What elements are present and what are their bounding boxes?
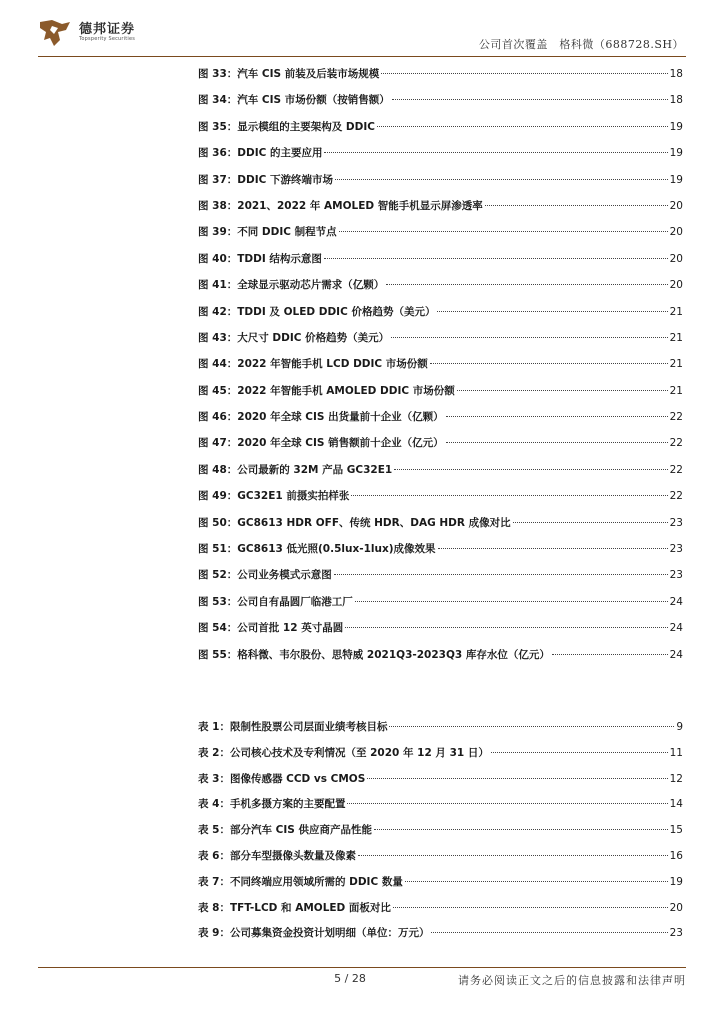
toc-entry[interactable] bbox=[198, 771, 683, 797]
toc-entry-label: 表 2：公司核心技术及专利情况（至 2020 年 12 月 31 日） bbox=[198, 746, 489, 759]
toc-leader-dots bbox=[335, 179, 668, 180]
toc-entry-label: 图 44：2022 年智能手机 LCD DDIC 市场份额 bbox=[198, 358, 428, 371]
toc-entry[interactable] bbox=[198, 541, 683, 567]
toc-leader-dots bbox=[355, 601, 668, 602]
toc-entry[interactable] bbox=[198, 304, 683, 330]
toc-entry-label: 图 55：格科微、韦尔股份、思特威 2021Q3-2023Q3 库存水位（亿元） bbox=[198, 648, 550, 661]
toc-entry-page: 19 bbox=[669, 147, 683, 160]
toc-entry[interactable] bbox=[198, 822, 683, 848]
toc-leader-dots bbox=[457, 390, 668, 391]
toc-entry-page: 22 bbox=[669, 411, 683, 424]
toc-entry[interactable] bbox=[198, 119, 683, 145]
toc-entry-label: 表 6：部分车型摄像头数量及像素 bbox=[198, 849, 356, 862]
footer-divider bbox=[38, 967, 686, 968]
toc-entry-label: 图 33：汽车 CIS 前装及后装市场规模 bbox=[198, 68, 380, 80]
toc-leader-dots bbox=[438, 548, 668, 549]
toc-entry-page: 19 bbox=[669, 120, 683, 133]
toc-leader-dots bbox=[393, 907, 668, 908]
toc-leader-dots bbox=[347, 803, 667, 804]
toc-entry-label: 图 51：GC8613 低光照(0.5lux-1lux)成像效果 bbox=[198, 543, 436, 556]
toc-entry-page: 24 bbox=[669, 622, 683, 635]
toc-entry-page: 24 bbox=[669, 648, 683, 661]
toc-leader-dots bbox=[430, 363, 668, 364]
toc-leader-dots bbox=[377, 126, 668, 127]
toc-entry-page: 11 bbox=[669, 746, 683, 759]
toc-entry-label: 表 7：不同终端应用领域所需的 DDIC 数量 bbox=[198, 875, 403, 888]
toc-leader-dots bbox=[339, 231, 668, 232]
toc-entry-page: 12 bbox=[669, 772, 683, 785]
toc-entry[interactable] bbox=[198, 900, 683, 926]
toc-leader-dots bbox=[446, 416, 668, 417]
toc-entry-page: 19 bbox=[669, 875, 683, 888]
toc-entry[interactable] bbox=[198, 198, 683, 224]
toc-leader-dots bbox=[386, 284, 667, 285]
toc-entry-page: 20 bbox=[669, 199, 683, 212]
toc-entry[interactable] bbox=[198, 620, 683, 646]
toc-entry[interactable] bbox=[198, 488, 683, 514]
toc-leader-dots bbox=[351, 495, 667, 496]
toc-entry-label: 图 43：大尺寸 DDIC 价格趋势（美元） bbox=[198, 331, 390, 344]
toc-leader-dots bbox=[334, 574, 668, 575]
toc-entry[interactable] bbox=[198, 515, 683, 541]
toc-entry-page: 18 bbox=[669, 94, 683, 107]
toc-entry[interactable] bbox=[198, 848, 683, 874]
toc-entry-label: 表 1：限制性股票公司层面业绩考核目标 bbox=[198, 721, 388, 733]
toc-leader-dots bbox=[552, 654, 668, 655]
toc-leader-dots bbox=[431, 932, 667, 933]
report-title: 公司首次覆盖 格科微（688728.SH） bbox=[478, 38, 684, 51]
toc-entry[interactable] bbox=[198, 172, 683, 198]
disclaimer-note: 请务必阅读正文之后的信息披露和法律声明 bbox=[458, 974, 686, 987]
toc-entry[interactable] bbox=[198, 874, 683, 900]
toc-entry-page: 23 bbox=[669, 569, 683, 582]
toc-entry[interactable] bbox=[198, 383, 683, 409]
toc-entry[interactable] bbox=[198, 647, 683, 673]
toc-entry-label: 图 45：2022 年智能手机 AMOLED DDIC 市场份额 bbox=[198, 384, 455, 397]
toc-entry-label: 图 35：显示模组的主要架构及 DDIC bbox=[198, 120, 375, 133]
toc-entry-page: 22 bbox=[669, 437, 683, 450]
toc-leader-dots bbox=[324, 152, 667, 153]
figure-list bbox=[198, 66, 683, 673]
toc-entry[interactable] bbox=[198, 224, 683, 250]
toc-entry-page: 16 bbox=[669, 849, 683, 862]
toc-entry-label: 表 9：公司募集资金投资计划明细（单位：万元） bbox=[198, 927, 430, 940]
toc-entry-label: 图 40：TDDI 结构示意图 bbox=[198, 252, 322, 265]
toc-entry-page: 20 bbox=[669, 226, 683, 239]
toc-leader-dots bbox=[446, 442, 668, 443]
toc-entry[interactable] bbox=[198, 594, 683, 620]
toc-entry[interactable] bbox=[198, 435, 683, 461]
toc-entry-page: 18 bbox=[669, 68, 683, 80]
toc-entry-page: 9 bbox=[676, 721, 683, 733]
toc-entry-page: 21 bbox=[669, 384, 683, 397]
logo-name-en: Topsperity Securities bbox=[79, 36, 136, 42]
toc-entry-page: 21 bbox=[669, 331, 683, 344]
toc-leader-dots bbox=[367, 778, 667, 779]
toc-entry-label: 图 46：2020 年全球 CIS 出货量前十企业（亿颗） bbox=[198, 411, 444, 424]
toc-entry-label: 图 52：公司业务模式示意图 bbox=[198, 569, 332, 582]
toc-entry-page: 14 bbox=[669, 798, 683, 811]
toc-entry-label: 图 41：全球显示驱动芯片需求（亿颗） bbox=[198, 279, 385, 292]
toc-leader-dots bbox=[405, 881, 668, 882]
toc-entry[interactable] bbox=[198, 567, 683, 593]
toc-leader-dots bbox=[381, 73, 667, 74]
toc-entry-page: 23 bbox=[669, 927, 683, 940]
toc-entry-page: 15 bbox=[669, 824, 683, 837]
toc-entry[interactable] bbox=[198, 409, 683, 435]
toc-entry[interactable] bbox=[198, 330, 683, 356]
toc-entry[interactable] bbox=[198, 719, 683, 745]
toc-entry-page: 20 bbox=[669, 279, 683, 292]
toc-entry[interactable] bbox=[198, 92, 683, 118]
toc-leader-dots bbox=[513, 522, 668, 523]
toc-entry[interactable] bbox=[198, 145, 683, 171]
toc-entry-label: 图 54：公司首批 12 英寸晶圆 bbox=[198, 622, 344, 635]
toc-entry-page: 19 bbox=[669, 173, 683, 186]
toc-entry-label: 图 50：GC8613 HDR OFF、传统 HDR、DAG HDR 成像对比 bbox=[198, 516, 511, 529]
toc-leader-dots bbox=[389, 726, 674, 727]
toc-leader-dots bbox=[391, 337, 668, 338]
toc-entry-label: 图 53：公司自有晶圆厂临港工厂 bbox=[198, 595, 353, 608]
toc-entry-label: 图 49：GC32E1 前摄实拍样张 bbox=[198, 490, 350, 503]
toc-entry[interactable] bbox=[198, 66, 683, 92]
toc-entry[interactable] bbox=[198, 745, 683, 771]
toc-leader-dots bbox=[485, 205, 668, 206]
toc-entry-page: 23 bbox=[669, 516, 683, 529]
toc-entry-page: 21 bbox=[669, 358, 683, 371]
toc-entry[interactable] bbox=[198, 356, 683, 382]
table-list bbox=[198, 719, 683, 951]
toc-entry-label: 图 36：DDIC 的主要应用 bbox=[198, 147, 323, 160]
toc-entry-label: 表 4：手机多摄方案的主要配置 bbox=[198, 798, 346, 811]
toc-entry-label: 表 3：图像传感器 CCD vs CMOS bbox=[198, 772, 366, 785]
toc-entry-page: 20 bbox=[669, 901, 683, 914]
header-divider bbox=[38, 56, 686, 57]
toc-leader-dots bbox=[394, 469, 667, 470]
toc-entry[interactable] bbox=[198, 251, 683, 277]
toc-entry-page: 21 bbox=[669, 305, 683, 318]
toc-leader-dots bbox=[345, 627, 667, 628]
toc-leader-dots bbox=[392, 99, 668, 100]
toc-entry-label: 图 38：2021、2022 年 AMOLED 智能手机显示屏渗透率 bbox=[198, 199, 483, 212]
toc-entry[interactable] bbox=[198, 277, 683, 303]
toc-entry-label: 表 8：TFT-LCD 和 AMOLED 面板对比 bbox=[198, 901, 391, 914]
toc-entry-label: 图 39：不同 DDIC 制程节点 bbox=[198, 226, 337, 239]
toc-leader-dots bbox=[324, 258, 668, 259]
dragon-logo-icon bbox=[38, 18, 72, 48]
toc-leader-dots bbox=[491, 752, 668, 753]
brand-logo bbox=[38, 16, 158, 52]
toc-entry[interactable] bbox=[198, 462, 683, 488]
toc-entry-page: 22 bbox=[669, 463, 683, 476]
toc-entry-page: 20 bbox=[669, 252, 683, 265]
toc-entry-label: 图 37：DDIC 下游终端市场 bbox=[198, 173, 333, 186]
toc-entry-label: 图 42：TDDI 及 OLED DDIC 价格趋势（美元） bbox=[198, 305, 436, 318]
logo-name-cn: 德邦证券 bbox=[79, 22, 136, 37]
toc-entry-label: 图 47：2020 年全球 CIS 销售额前十企业（亿元） bbox=[198, 437, 444, 450]
toc-leader-dots bbox=[374, 829, 668, 830]
page-header bbox=[38, 10, 686, 54]
toc-entry[interactable] bbox=[198, 796, 683, 822]
toc-entry[interactable] bbox=[198, 925, 683, 951]
toc-entry-page: 23 bbox=[669, 543, 683, 556]
toc-entry-label: 表 5：部分汽车 CIS 供应商产品性能 bbox=[198, 824, 372, 837]
toc-entry-page: 22 bbox=[669, 490, 683, 503]
toc-entry-label: 图 48：公司最新的 32M 产品 GC32E1 bbox=[198, 463, 393, 476]
toc-entry-page: 24 bbox=[669, 595, 683, 608]
toc-leader-dots bbox=[358, 855, 668, 856]
toc-entry-label: 图 34：汽车 CIS 市场份额（按销售额） bbox=[198, 94, 390, 107]
toc-leader-dots bbox=[437, 311, 667, 312]
page-number: 5 / 28 bbox=[334, 972, 366, 985]
